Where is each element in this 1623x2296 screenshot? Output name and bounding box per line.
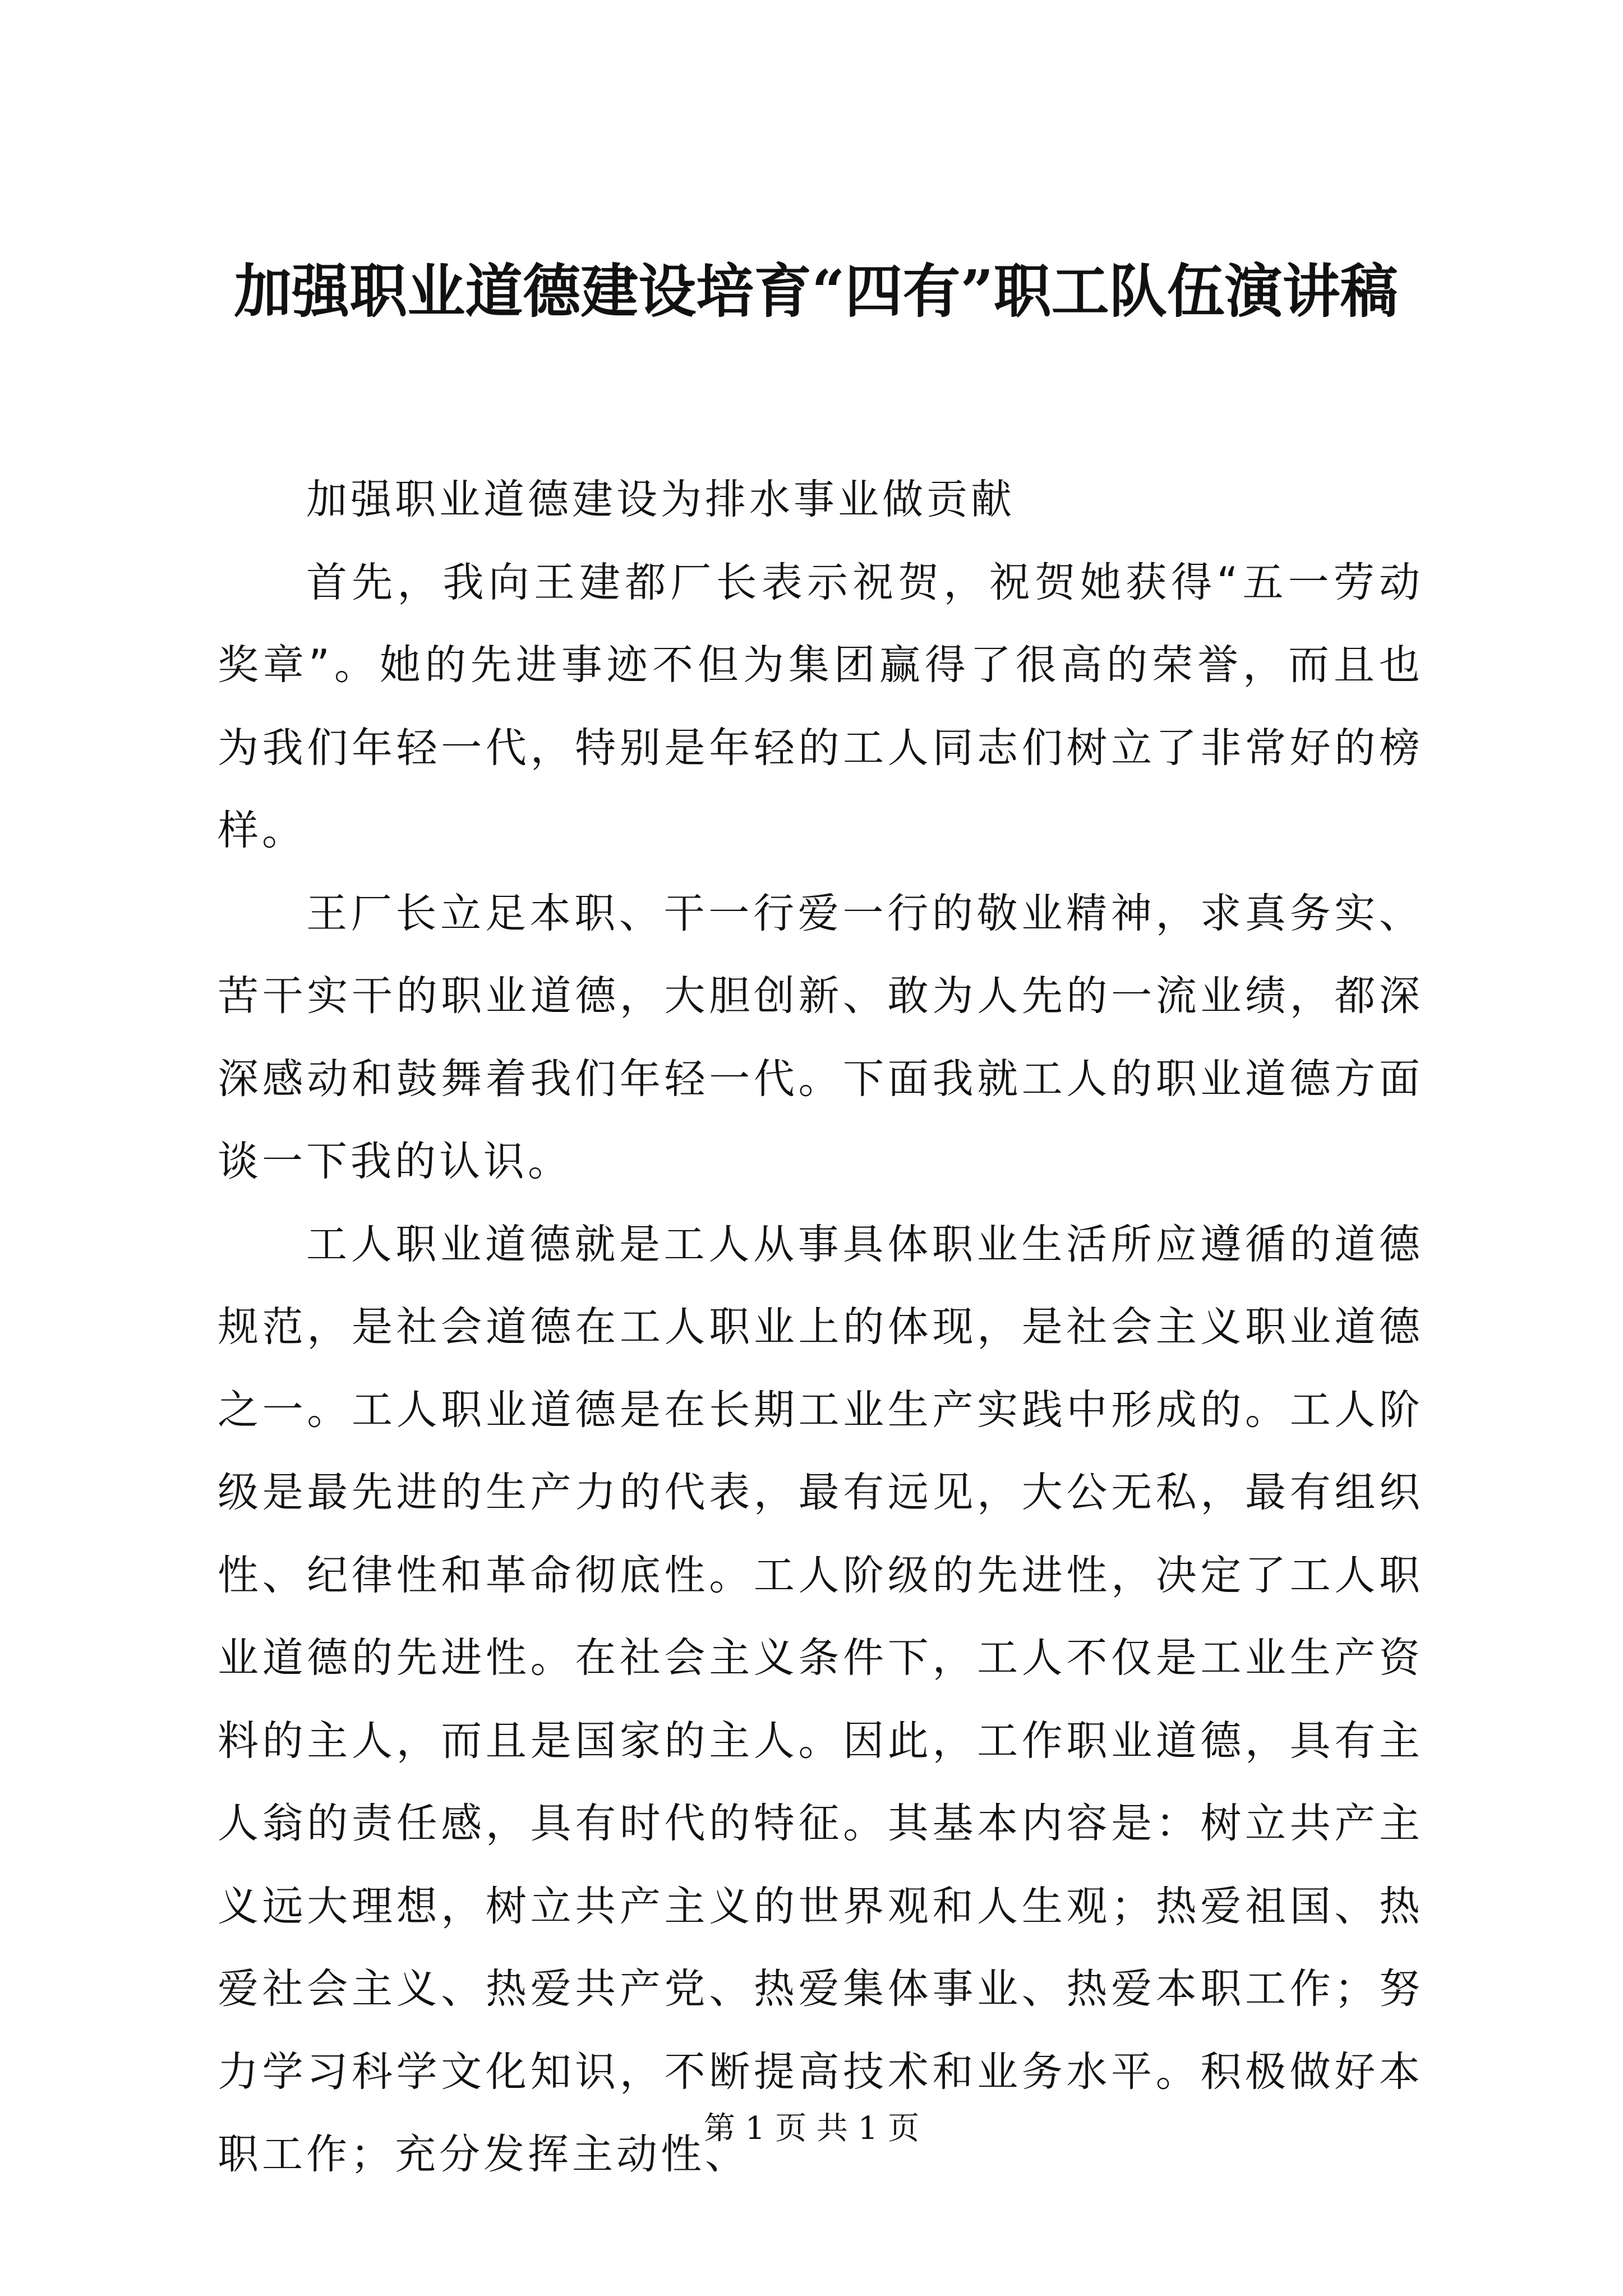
document-title: 加强职业道德建设培育“四有”职工队伍演讲稿: [234, 257, 1398, 325]
body-paragraph: 工人职业道德就是工人从事具体职业生活所应遵循的道德规范，是社会道德在工人职业上的体现，是社会主义职业道德之一。工人职业道德是在长期工业生产实践中形成的。工人阶级是最先进的生产力的代表，最有远见，大公无私，最有组织性、纪律性和革命彻底性。工人阶级的先进性，决定了工人职业道德的先进性。在社会主义条件下，工人不仅是工业生产资料的主人，而且是国家的主人。因此，工作职业道德，具有主人翁的责任感，具有时代的特征。其基本内容是：树立共产主义远大理想，树立共产主义的世界观和人生观；热爱祖国、热爱社会主义、热爱共产党、热爱集体事业、热爱本职工作；努力学习科学文化知识，不断提高技术和业务水平。积极做好本职工作；充分发挥主动性、: [218, 1220, 1423, 2178]
subtitle-paragraph: 加强职业道德建设为排水事业做贡献: [306, 476, 1015, 523]
body-paragraph: 首先，我向王建都厂长表示祝贺，祝贺她获得“五一劳动奖章”。她的先进事迹不但为集团赢得了很高的荣誉，而且也为我们年轻一代，特别是年轻的工人同志们树立了非常好的榜样。: [218, 558, 1423, 854]
page-footer: 第 1 页 共 1 页: [703, 2110, 920, 2147]
body-paragraph: 王厂长立足本职、干一行爱一行的敬业精神，求真务实、苦干实干的职业道德，大胆创新、敢为人先的一流业绩，都深深感动和鼓舞着我们年轻一代。下面我就工人的职业道德方面谈一下我的认识。: [218, 889, 1423, 1185]
document-body: [218, 458, 1423, 2196]
